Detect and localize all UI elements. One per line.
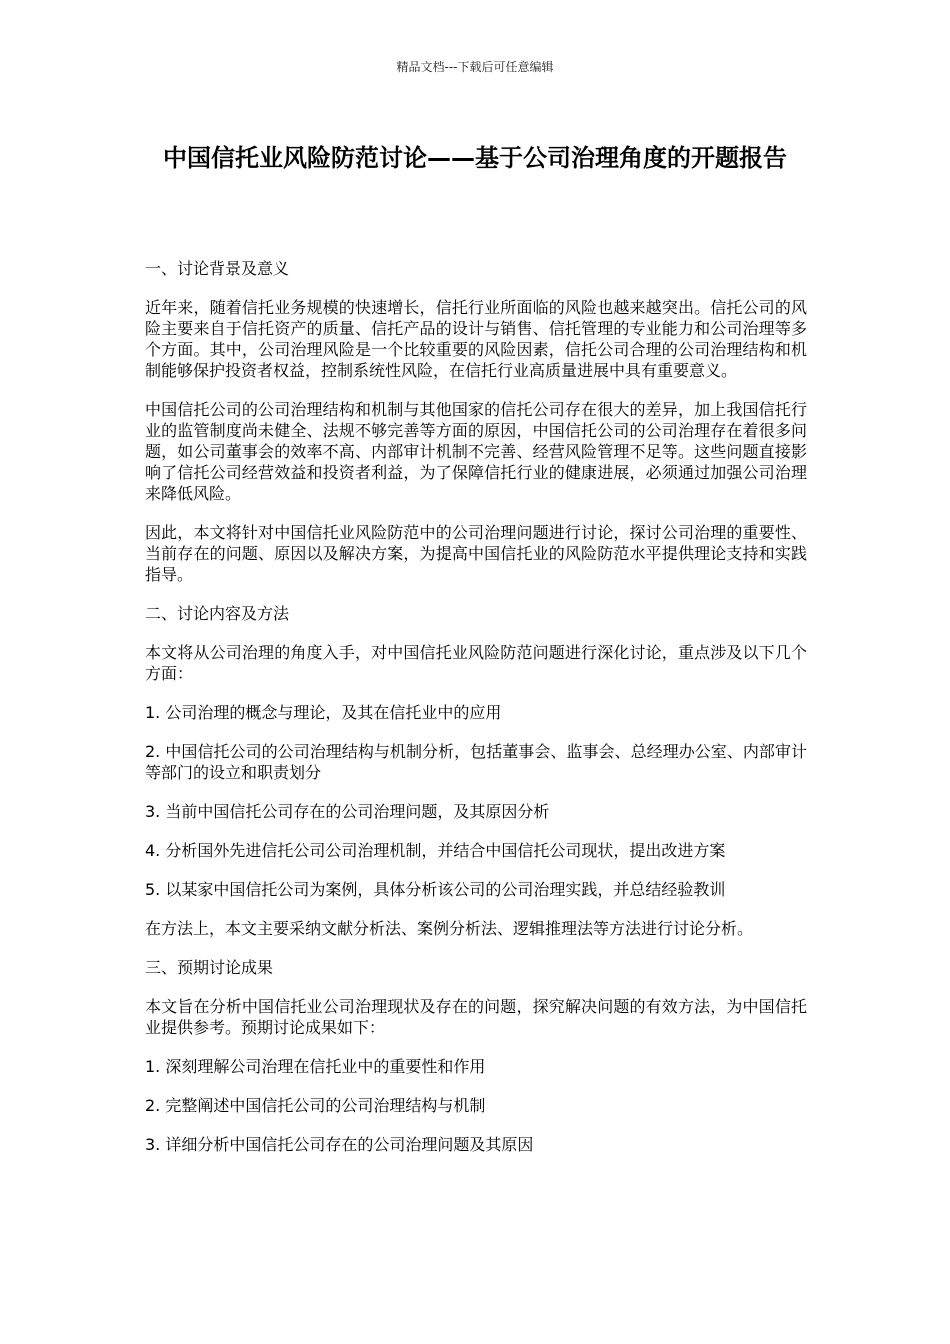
section-heading-background: 一、讨论背景及意义	[145, 259, 290, 278]
document-body	[145, 258, 807, 1173]
list-item: 5. 以某家中国信托公司为案例，具体分析该公司的公司治理实践，并总结经验教训	[145, 880, 726, 899]
paragraph: 在方法上，本文主要采纳文献分析法、案例分析法、逻辑推理法等方法进行讨论分析。	[145, 919, 754, 938]
list-item: 2. 完整阐述中国信托公司的公司治理结构与机制	[145, 1096, 486, 1115]
list-item: 1. 公司治理的概念与理论，及其在信托业中的应用	[145, 703, 502, 722]
list-item: 1. 深刻理解公司治理在信托业中的重要性和作用	[145, 1057, 486, 1076]
paragraph: 中国信托公司的公司治理结构和机制与其他国家的信托公司存在很大的差异，加上我国信托行业的监管制度尚未健全、法规不够完善等方面的原因，中国信托公司的公司治理存在着很多问题，如公司董事会的效率不高、内部审计机制不完善、经营风险管理不足等。这些问题直接影响了信托公司经营效益和投资者利益，为了保障信托行业的健康进展，必须通过加强公司治理来降低风险。	[145, 400, 807, 503]
section-heading-content-method: 二、讨论内容及方法	[145, 604, 290, 623]
document-title: 中国信托业风险防范讨论——基于公司治理角度的开题报告	[163, 144, 787, 172]
paragraph: 近年来，随着信托业务规模的快速增长，信托行业所面临的风险也越来越突出。信托公司的风险主要来自于信托资产的质量、信托产品的设计与销售、信托管理的专业能力和公司治理等多个方面。其中，公司治理风险是一个比较重要的风险因素，信托公司合理的公司治理结构和机制能够保护投资者权益，控制系统性风险，在信托行业高质量进展中具有重要意义。	[145, 298, 807, 380]
paragraph: 本文旨在分析中国信托业公司治理现状及存在的问题，探究解决问题的有效方法，为中国信托业提供参考。预期讨论成果如下：	[145, 997, 807, 1037]
list-item: 3. 当前中国信托公司存在的公司治理问题，及其原因分析	[145, 802, 550, 821]
list-item: 4. 分析国外先进信托公司公司治理机制，并结合中国信托公司现状，提出改进方案	[145, 841, 726, 860]
header-note: 精品文档---下载后可任意编辑	[396, 60, 554, 74]
paragraph: 本文将从公司治理的角度入手，对中国信托业风险防范问题进行深化讨论，重点涉及以下几个方面：	[145, 643, 807, 683]
list-item: 2. 中国信托公司的公司治理结构与机制分析，包括董事会、监事会、总经理办公室、内部审计等部门的设立和职责划分	[145, 742, 807, 782]
paragraph: 因此，本文将针对中国信托业风险防范中的公司治理问题进行讨论，探讨公司治理的重要性、当前存在的问题、原因以及解决方案，为提高中国信托业的风险防范水平提供理论支持和实践指导。	[145, 523, 807, 584]
section-heading-expected-results: 三、预期讨论成果	[145, 958, 274, 977]
list-item: 3. 详细分析中国信托公司存在的公司治理问题及其原因	[145, 1135, 534, 1154]
